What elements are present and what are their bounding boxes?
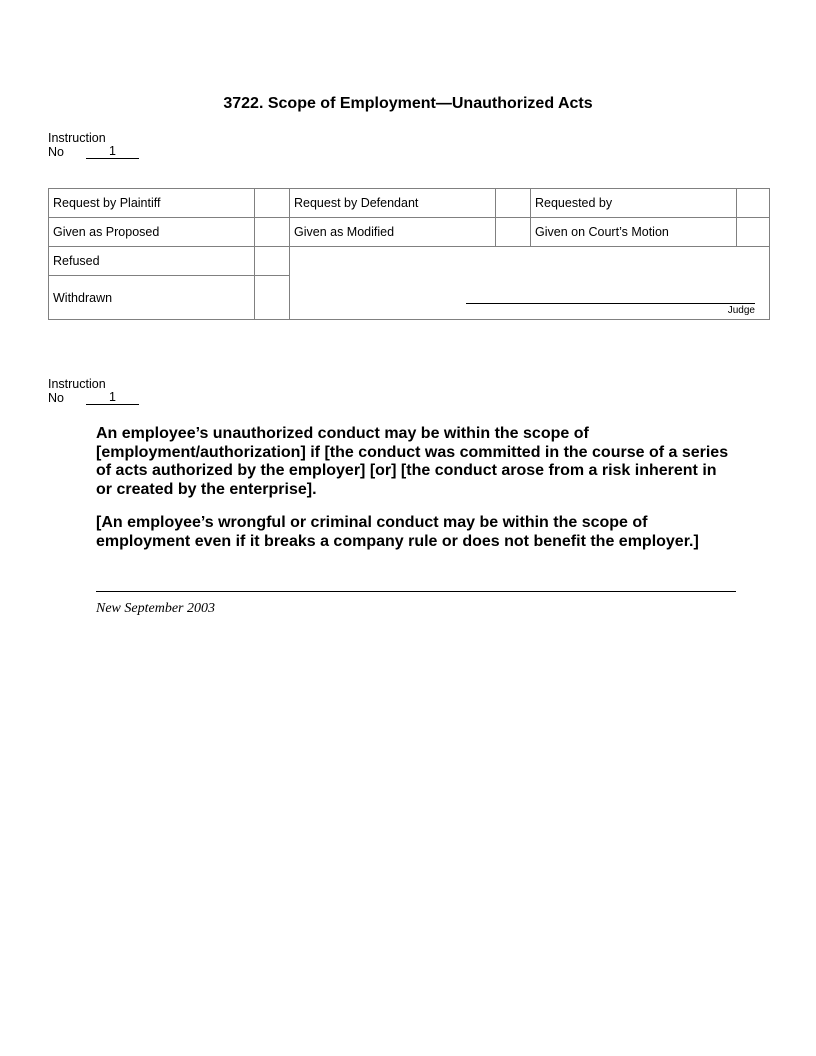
given-as-modified-label: Given as Modified bbox=[290, 218, 496, 247]
judge-signature-line[interactable] bbox=[466, 303, 755, 304]
instruction-label: Instruction bbox=[48, 131, 106, 145]
given-as-modified-checkbox[interactable] bbox=[496, 218, 531, 247]
instruction-no-label: No bbox=[48, 391, 64, 405]
instruction-number-block-bottom bbox=[48, 377, 139, 405]
given-as-proposed-checkbox[interactable] bbox=[255, 218, 290, 247]
instruction-label: Instruction bbox=[48, 377, 106, 391]
withdrawn-label: Withdrawn bbox=[49, 276, 255, 320]
instruction-paragraph-2: [An employee’s wrongful or criminal conduct may be within the scope of employment even if it breaks a company rule or does not benefit the employer.] bbox=[96, 514, 699, 550]
refused-label: Refused bbox=[49, 247, 255, 276]
given-on-courts-motion-label: Given on Court’s Motion bbox=[531, 218, 737, 247]
requested-by-label: Requested by bbox=[531, 189, 737, 218]
given-as-proposed-label: Given as Proposed bbox=[49, 218, 255, 247]
page-title: 3722. Scope of Employment—Unauthorized Acts bbox=[223, 95, 593, 112]
refused-checkbox[interactable] bbox=[255, 247, 290, 276]
withdrawn-checkbox[interactable] bbox=[255, 276, 290, 320]
request-by-defendant-label: Request by Defendant bbox=[290, 189, 496, 218]
instruction-no-value: 1 bbox=[86, 145, 139, 159]
request-status-table bbox=[48, 188, 770, 320]
section-divider bbox=[96, 591, 736, 592]
request-by-plaintiff-checkbox[interactable] bbox=[255, 189, 290, 218]
instruction-no-value: 1 bbox=[86, 391, 139, 405]
judge-signature-area bbox=[290, 247, 770, 320]
instruction-paragraph-1: An employee’s unauthorized conduct may be within the scope of [employment/authorization] if [the conduct was committed in the course of a series of acts authorized by the employer] [or] [the conduct arose from a risk inherent in or created by the enterprise]. bbox=[96, 425, 729, 498]
requested-by-checkbox[interactable] bbox=[737, 189, 770, 218]
history-note: New September 2003 bbox=[96, 601, 215, 616]
instruction-number-block-top bbox=[48, 131, 139, 159]
request-by-plaintiff-label: Request by Plaintiff bbox=[49, 189, 255, 218]
judge-label: Judge bbox=[727, 305, 755, 316]
request-by-defendant-checkbox[interactable] bbox=[496, 189, 531, 218]
instruction-no-label: No bbox=[48, 145, 64, 159]
given-on-courts-motion-checkbox[interactable] bbox=[737, 218, 770, 247]
